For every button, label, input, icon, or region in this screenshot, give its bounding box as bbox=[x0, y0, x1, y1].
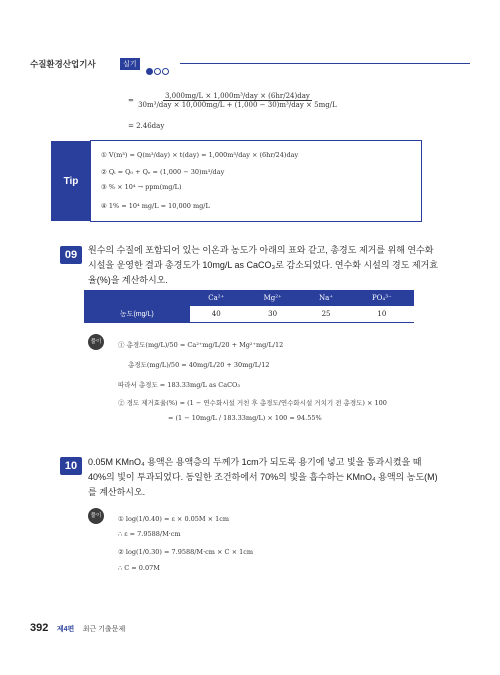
solution-10-line-4: ∴ C = 0.07M bbox=[118, 564, 160, 572]
top-formula: = $\frac{\text{3,000mg/L × 1,000m³/day × (6hr/24)day}}{\text{30m³/day × 10,000mg/L + (1,000 − 30)m³/day × 5mg/L}}$ bbox=[128, 92, 337, 109]
table-cell: 40 bbox=[190, 306, 243, 323]
tip-item-1: ① V(m³) = Q(m³/day) × t(day) = 1,000m³/day × (6hr/24)day bbox=[101, 151, 299, 159]
question-09-text: 원수의 수질에 포함되어 있는 이온과 농도가 아래의 표와 같고, 총경도 제거를 위해 연수화 시설을 운영한 결과 총경도가 10mg/L as CaCO₃로 감소되었다. 연수화 시설의 경도 제거효율(%)을 계산하시오. bbox=[88, 245, 438, 285]
exam-badge: 실기 bbox=[120, 58, 140, 70]
table-header-cell: Ca²⁺ bbox=[190, 290, 243, 306]
table-header-cell: PO₄³⁻ bbox=[350, 290, 414, 306]
table-header-cell: Mg²⁺ bbox=[243, 290, 303, 306]
top-formula-fraction: $\frac{\text{3,000mg/L × 1,000m³/day × (6hr/24)day}}{\text{30m³/day × 10,000mg/L + (1,000 − 30)m³/day × 5mg/L}}$ bbox=[138, 92, 337, 109]
section-label: 최근 기출문제 bbox=[82, 626, 126, 633]
table-cell: 25 bbox=[302, 306, 349, 323]
page-number: 392 bbox=[30, 622, 49, 634]
question-10-text: 0.05M KMnO₄ 용액은 용액층의 두께가 1cm가 되도록 용기에 넣고 빛을 통과시켰을 때 40%의 빛이 투과되었다. 동일한 조건하에서 70%의 빛을 흡수하는 KMnO₄ 용액의 농도(M)를 계산하시오. bbox=[88, 457, 438, 497]
tip-item-4: ④ 1% = 10⁴ mg/L = 10,000 mg/L bbox=[101, 202, 210, 210]
solution-icon: 풀이 bbox=[88, 508, 104, 524]
solution-09-line-4: ② 경도 제거효율(%) = (1 − 연수화시설 거친 후 총경도/연수화시설 거치기 전 총경도) × 100 bbox=[118, 399, 387, 407]
solution-09-line-2: 총경도(mg/L)/50 = 40mg/L/20 + 30mg/L/12 bbox=[128, 361, 270, 369]
question-number-10: 10 bbox=[60, 457, 82, 475]
page-footer bbox=[30, 618, 125, 636]
table-header-cell: Na⁺ bbox=[302, 290, 349, 306]
table-row-label: 농도(mg/L) bbox=[84, 306, 190, 323]
table-cell: 10 bbox=[350, 306, 414, 323]
tip-label: Tip bbox=[51, 141, 91, 221]
page-header bbox=[30, 58, 470, 72]
solution-10-line-2: ∴ ε = 7.9588/M·cm bbox=[118, 530, 181, 538]
solution-10-line-1: ① log(1/0.40) = ε × 0.05M × 1cm bbox=[118, 515, 230, 523]
tip-item-2: ② Qᵢ = Q₀ + Qₑ = (1,000 − 30)m³/day bbox=[101, 168, 225, 176]
tip-item-3: ③ % × 10⁴ → ppm(mg/L) bbox=[101, 183, 182, 191]
table-row bbox=[84, 306, 414, 323]
solution-10-line-3: ② log(1/0.30) = 7.9588/M·cm × C × 1cm bbox=[118, 548, 254, 556]
header-dots-decoration bbox=[146, 60, 170, 79]
part-label: 제4편 bbox=[56, 626, 75, 633]
table-cell: 30 bbox=[243, 306, 303, 323]
table-header-row bbox=[84, 290, 414, 306]
solution-09-line-1: ① 총경도(mg/L)/50 = Ca²⁺mg/L/20 + Mg²⁺mg/L/12 bbox=[118, 341, 284, 349]
book-title: 수질환경산업기사 bbox=[30, 59, 96, 69]
ion-concentration-table bbox=[84, 290, 414, 323]
tip-box bbox=[63, 140, 422, 222]
solution-09-line-3: 따라서 총경도 = 183.33mg/L as CaCO₃ bbox=[118, 381, 240, 389]
header-rule bbox=[180, 63, 470, 64]
top-formula-result: = 2.46day bbox=[128, 122, 165, 130]
table-header-cell bbox=[84, 290, 190, 306]
question-number-09: 09 bbox=[60, 246, 82, 264]
solution-09-line-5: = (1 − 10mg/L / 183.33mg/L) × 100 = 94.55% bbox=[168, 414, 322, 422]
solution-icon: 풀이 bbox=[88, 334, 104, 350]
